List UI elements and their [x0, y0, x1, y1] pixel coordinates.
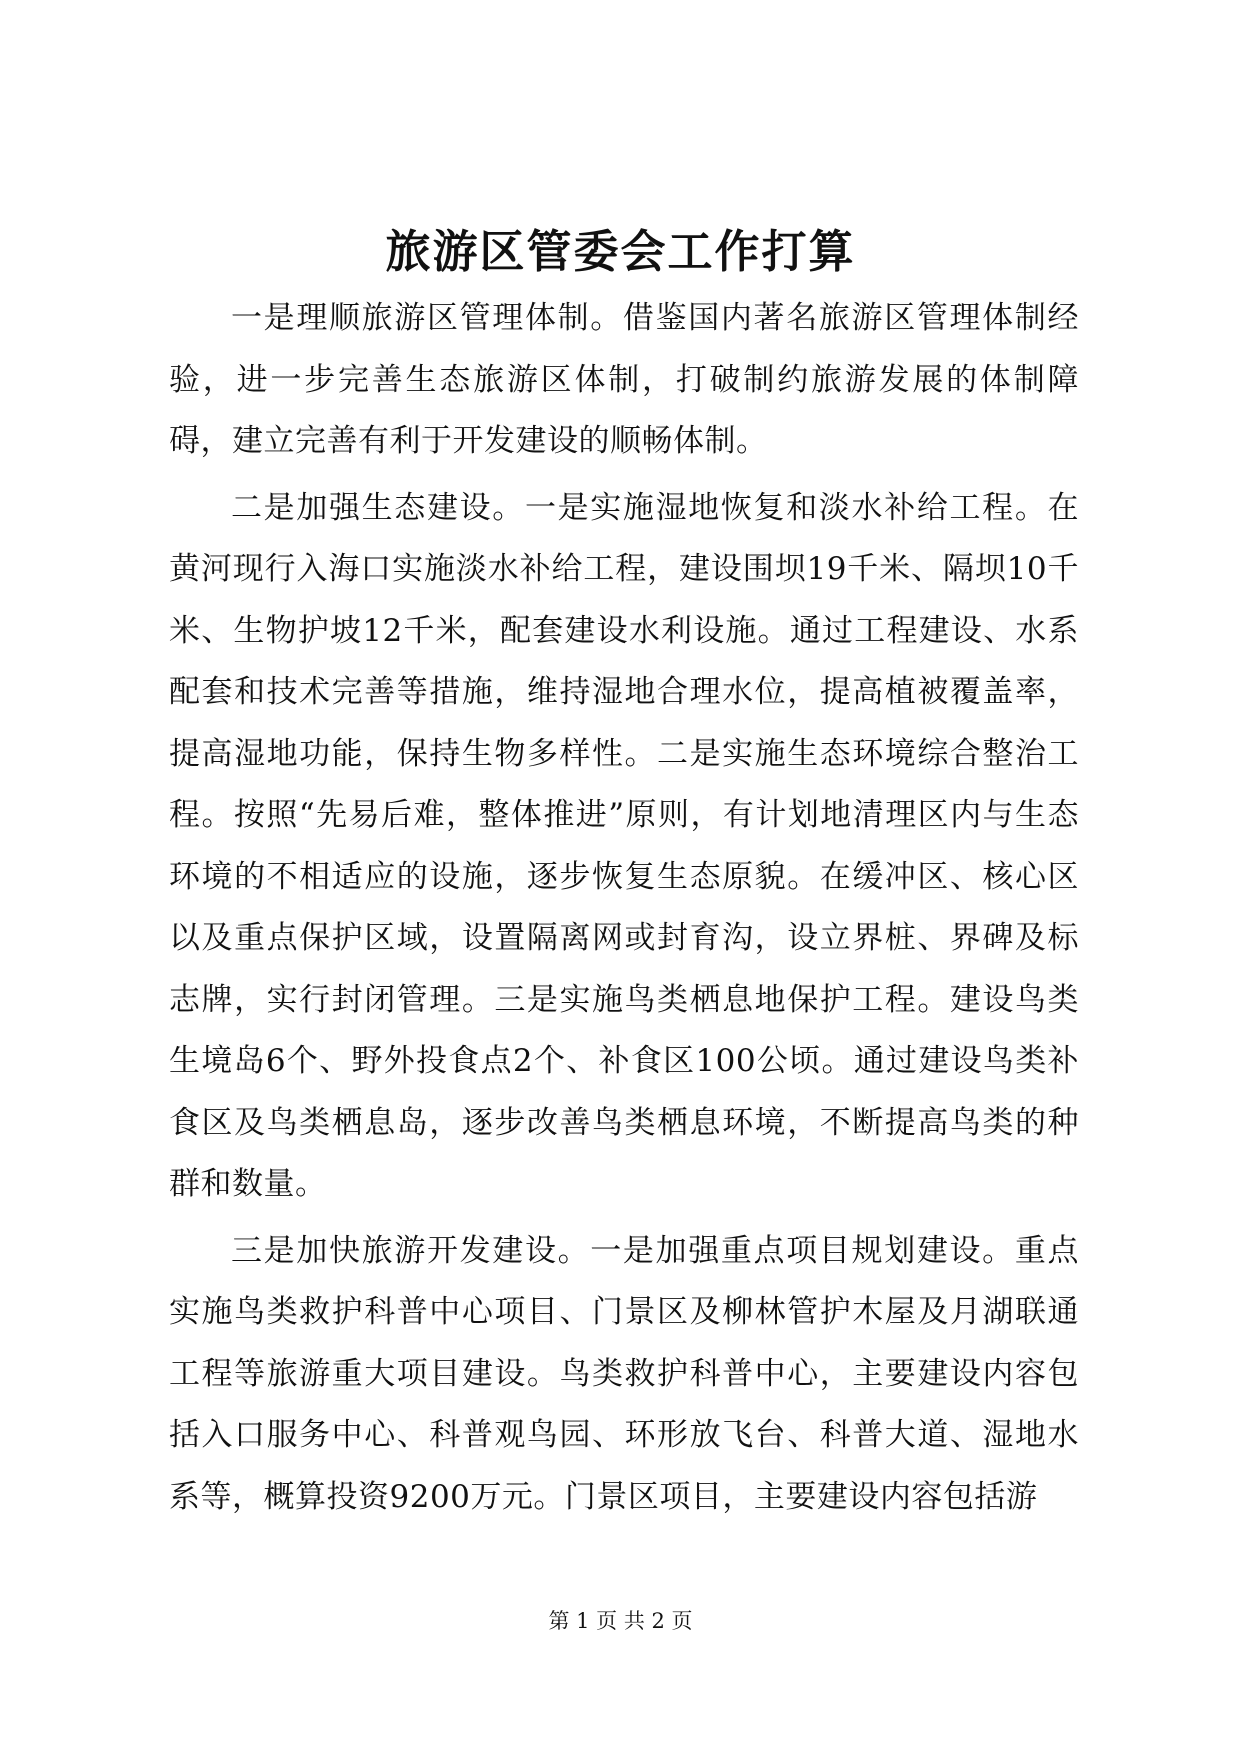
page-number-footer: 第 1 页 共 2 页 — [548, 1609, 693, 1633]
paragraph-2: 二是加强生态建设。一是实施湿地恢复和淡水补给工程。在黄河现行入海口实施淡水补给工程，建设围坝19千米、隔坝10千米、生物护坡12千米，配套建设水利设施。通过工程建设、水系配套和技术完善等措施，维持湿地合理水位，提高植被覆盖率，提高湿地功能，保持生物多样性。二是实施生态环境综合整治工程。按照“先易后难，整体推进”原则，有计划地清理区内与生态环境的不相适应的设施，逐步恢复生态原貌。在缓冲区、核心区以及重点保护区域，设置隔离网或封育沟，设立界桩、界碑及标志牌，实行封闭管理。三是实施鸟类栖息地保护工程。建设鸟类生境岛6个、野外投食点2个、补食区100公顷。通过建设鸟类补食区及鸟类栖息岛，逐步改善鸟类栖息环境，不断提高鸟类的种群和数量。 — [169, 489, 1079, 1202]
document-title: 旅游区管委会工作打算 — [385, 225, 856, 278]
paragraph-3: 三是加快旅游开发建设。一是加强重点项目规划建设。重点实施鸟类救护科普中心项目、门景区及柳林管护木屋及月湖联通工程等旅游重大项目建设。鸟类救护科普中心，主要建设内容包括入口服务中心、科普观鸟园、环形放飞台、科普大道、湿地水系等，概算投资9200万元。门景区项目，主要建设内容包括游 — [169, 1232, 1079, 1515]
paragraph-1: 一是理顺旅游区管理体制。借鉴国内著名旅游区管理体制经验，进一步完善生态旅游区体制，打破制约旅游发展的体制障碍，建立完善有利于开发建设的顺畅体制。 — [169, 300, 1079, 459]
document-body — [169, 288, 1079, 1533]
